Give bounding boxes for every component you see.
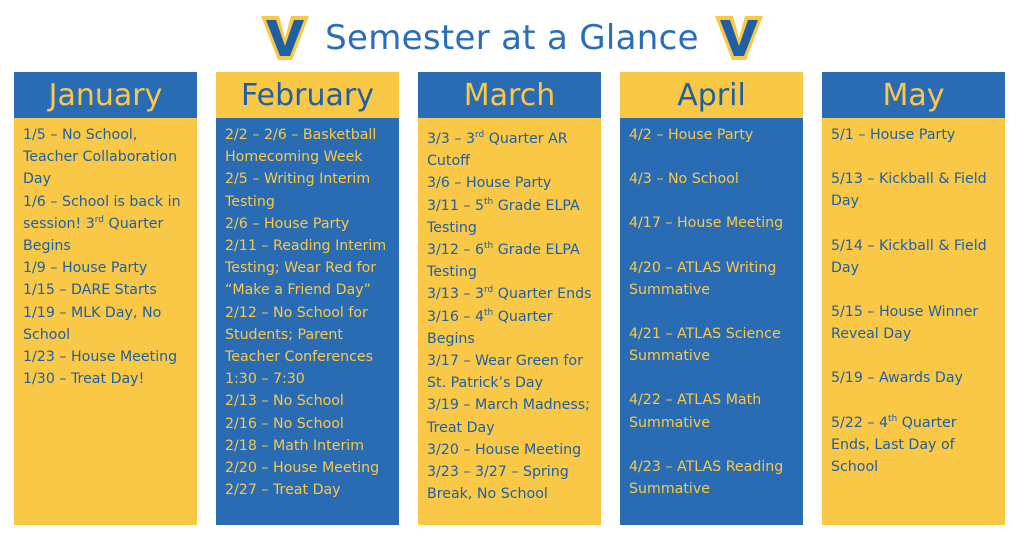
event-entry: 4/22 – ATLAS Math Summative bbox=[629, 392, 762, 431]
event-entry: 4/23 – ATLAS Reading Summative bbox=[629, 458, 784, 498]
event-entry: 4/21 – ATLAS Science Summative bbox=[629, 326, 781, 365]
month-column-february bbox=[216, 72, 399, 525]
page-title: Semester at a Glance bbox=[325, 18, 699, 58]
event-entry: 3/6 – House Party bbox=[427, 175, 552, 192]
event-entry: 2/27 – Treat Day bbox=[225, 482, 341, 499]
month-title: January bbox=[14, 72, 197, 118]
month-column-march bbox=[418, 72, 601, 525]
event-entry: 3/11 – 5th Grade ELPA Testing bbox=[427, 196, 580, 236]
event-entry: 5/19 – Awards Day bbox=[831, 370, 963, 387]
event-entry: 3/16 – 4th Quarter Begins bbox=[427, 307, 553, 347]
v-logo-icon bbox=[713, 12, 765, 64]
event-entry: 2/18 – Math Interim bbox=[225, 437, 365, 454]
event-entry: 3/19 – March Madness; Treat Day bbox=[427, 397, 590, 436]
month-column-may bbox=[822, 72, 1005, 525]
event-entry: 2/6 – House Party bbox=[225, 215, 350, 232]
event-entry: 4/17 – House Meeting bbox=[629, 215, 784, 232]
month-events bbox=[418, 118, 601, 525]
event-entry: 5/1 – House Party bbox=[831, 127, 956, 143]
month-events bbox=[216, 118, 399, 525]
month-column-april bbox=[620, 72, 803, 525]
event-entry: 5/14 – Kickball & Field Day bbox=[831, 237, 987, 276]
month-title: March bbox=[418, 72, 601, 118]
month-events bbox=[822, 118, 1005, 525]
event-entry: 3/17 – Wear Green for St. Patrick’s Day bbox=[427, 353, 583, 392]
event-entry: 1/23 – House Meeting bbox=[23, 349, 178, 366]
event-entry: 4/20 – ATLAS Writing Summative bbox=[629, 259, 777, 298]
event-entry: 1/19 – MLK Day, No School bbox=[23, 304, 162, 343]
month-title: April bbox=[620, 72, 803, 118]
event-entry: 2/16 – No School bbox=[225, 415, 344, 432]
event-entry: 5/15 – House Winner Reveal Day bbox=[831, 304, 979, 343]
month-title: May bbox=[822, 72, 1005, 118]
event-entry: 1/30 – Treat Day! bbox=[23, 371, 145, 388]
event-entry: 3/12 – 6th Grade ELPA Testing bbox=[427, 241, 580, 281]
event-entry: 3/13 – 3rd Quarter Ends bbox=[427, 285, 592, 303]
event-entry: 2/5 – Writing Interim Testing bbox=[225, 171, 371, 210]
event-entry: 3/23 – 3/27 – Spring Break, No School bbox=[427, 464, 569, 503]
event-entry: 1/6 – School is back in session! 3rd Quarter Begins bbox=[23, 193, 181, 255]
event-entry: 2/2 – 2/6 – Basketball Homecoming Week bbox=[225, 127, 377, 166]
event-entry: 1/5 – No School, Teacher Collaboration Day bbox=[23, 127, 178, 188]
event-entry: 2/13 – No School bbox=[225, 393, 344, 410]
month-column-january bbox=[14, 72, 197, 525]
event-entry: 3/3 – 3rd Quarter AR Cutoff bbox=[427, 130, 568, 170]
event-entry: 3/20 – House Meeting bbox=[427, 441, 582, 458]
month-title: February bbox=[216, 72, 399, 118]
event-entry: 5/22 – 4th Quarter Ends, Last Day of School bbox=[831, 413, 957, 476]
v-logo-icon bbox=[259, 12, 311, 64]
event-entry: 1/9 – House Party bbox=[23, 260, 148, 277]
event-entry: 2/20 – House Meeting bbox=[225, 460, 380, 477]
event-entry: 4/2 – House Party bbox=[629, 127, 754, 143]
header bbox=[0, 10, 1024, 66]
event-entry: 1/15 – DARE Starts bbox=[23, 282, 157, 299]
month-events bbox=[620, 118, 803, 525]
event-entry: 2/12 – No School for Students; Parent Teacher Conferences 1:30 – 7:30 bbox=[225, 304, 374, 388]
event-entry: 5/13 – Kickball & Field Day bbox=[831, 171, 987, 210]
month-events bbox=[14, 118, 197, 525]
event-entry: 4/3 – No School bbox=[629, 171, 739, 188]
event-entry: 2/11 – Reading Interim Testing; Wear Red for “Make a Friend Day” bbox=[225, 238, 387, 299]
